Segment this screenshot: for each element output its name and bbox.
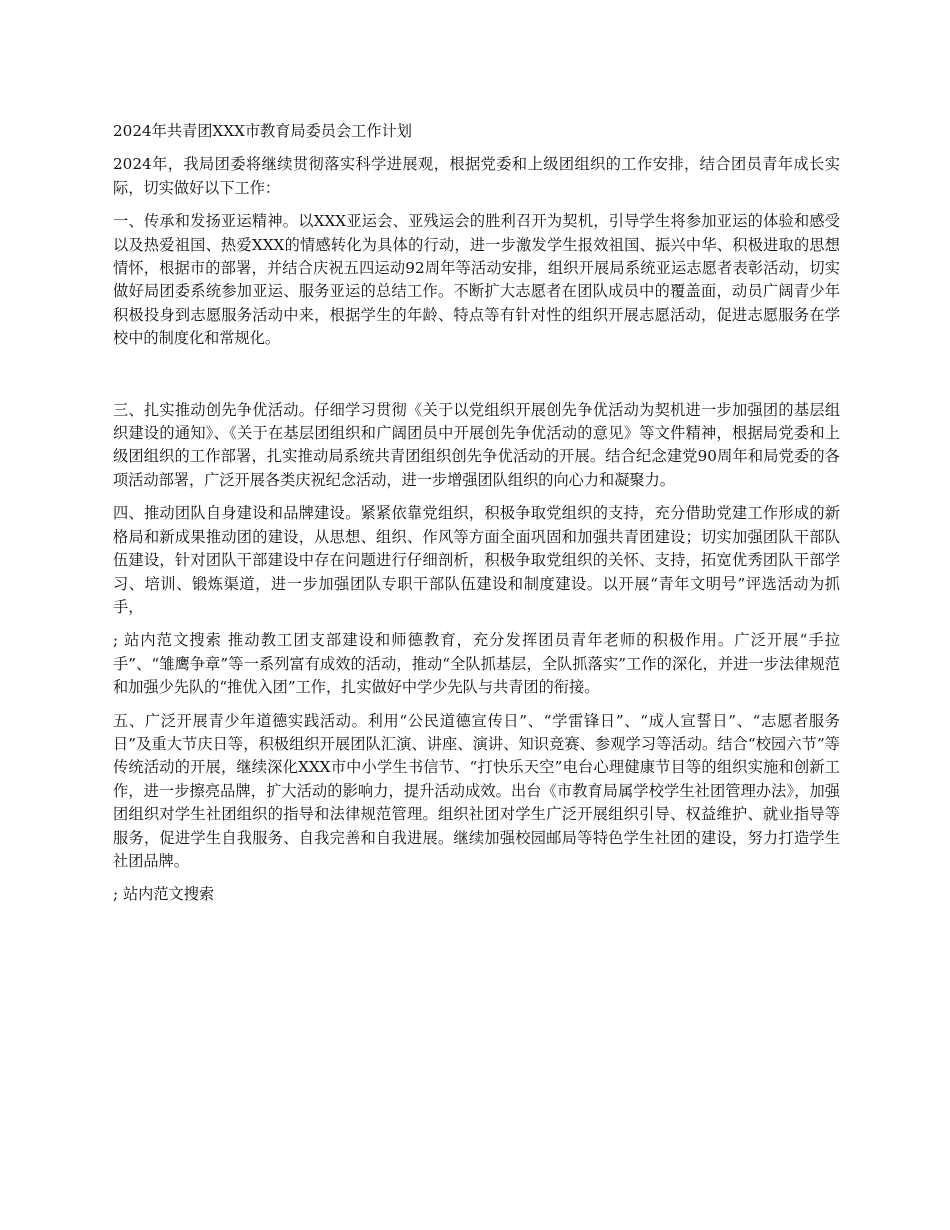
blank-gap: [113, 361, 840, 399]
paragraph-site-search-continuation: ; 站内范文搜索 推动教工团支部建设和师德教育，充分发挥团员青年老师的积极作用。广泛开展“手拉手”、“雏鹰争章”等一系列富有成效的活动，推动“全队抓基层，全队抓落实”工作的深化，并进一步法律规范和加强少先队的“推优入团”工作，扎实做好中学少先队与共青团的衔接。: [113, 631, 840, 697]
paragraph-section-5: 五、广泛开展青少年道德实践活动。利用“公民道德宣传日”、“学雷锋日”、“成人宣誓日”、“志愿者服务日”及重大节庆日等，积极组织开展团队汇演、讲座、演讲、知识竞赛、参观学习等活动。结合“校园六节”等传统活动的开展，继续深化XXX市中小学生书信节、“打快乐天空”电台心理健康节目等的组织实施和创新工作，进一步擦亮品牌，扩大活动的影响力，提升活动成效。出台《市教育局属学校学生社团管理办法》，加强团组织对学生社团组织的指导和法律规范管理。组织社团对学生广泛开展组织引导、权益维护、就业指导等服务，促进学生自我服务、自我完善和自我进展。继续加强校园邮局等特色学生社团的建设，努力打造学生社团品牌。: [113, 711, 840, 870]
document-title: 2024年共青团XXX市教育局委员会工作计划: [113, 122, 412, 140]
document-page: [113, 120, 840, 917]
paragraph-section-3: 三、扎实推动创先争优活动。仔细学习贯彻《关于以党组织开展创先争优活动为契机进一步加强团的基层组织建设的通知》、《关于在基层团组织和广阔团员中开展创先争优活动的意见》等文件精神，根据局党委和上级团组织的工作部署，扎实推动局系统共青团组织创先争优活动的开展。结合纪念建党90周年和局党委的各项活动部署，广泛开展各类庆祝纪念活动，进一步增强团队组织的向心力和凝聚力。: [113, 400, 840, 489]
paragraph-intro: 2024年，我局团委将继续贯彻落实科学进展观，根据党委和上级团组织的工作安排，结合团员青年成长实际，切实做好以下工作：: [113, 155, 840, 197]
paragraph-site-search: ; 站内范文搜索: [113, 885, 215, 904]
paragraph-section-4: 四、推动团队自身建设和品牌建设。紧紧依靠党组织，积极争取党组织的支持，充分借助党建工作形成的新格局和新成果推动团的建设，从思想、组织、作风等方面全面巩固和加强共青团建设；切实加强团队干部队伍建设，针对团队干部建设中存在问题进行仔细剖析，积极争取党组织的关怀、支持，拓宽优秀团队干部学习、培训、锻炼渠道，进一步加强团队专职干部队伍建设和制度建设。以开展“青年文明号”评选活动为抓手，: [113, 504, 840, 616]
paragraph-section-1: 一、传承和发扬亚运精神。以XXX亚运会、亚残运会的胜利召开为契机，引导学生将参加亚运的体验和感受以及热爱祖国、热爱XXX的情感转化为具体的行动，进一步激发学生报效祖国、振兴中华、积极进取的思想情怀，根据市的部署，并结合庆祝五四运动92周年等活动安排，组织开展局系统亚运志愿者表彰活动，切实做好局团委系统参加亚运、服务亚运的总结工作。不断扩大志愿者在团队成员中的覆盖面，动员广阔青少年积极投身到志愿服务活动中来，根据学生的年龄、特点等有针对性的组织开展志愿活动，促进志愿服务在学校中的制度化和常规化。: [113, 212, 840, 348]
